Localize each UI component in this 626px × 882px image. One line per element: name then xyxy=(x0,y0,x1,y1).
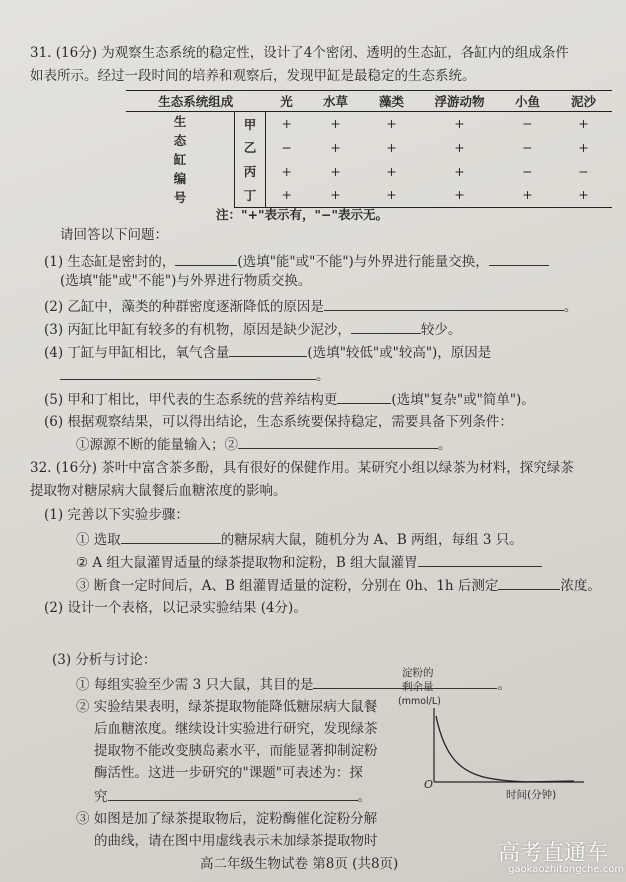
col-plankton: 浮游动物 xyxy=(420,91,500,112)
row-id: 丙 xyxy=(235,159,266,183)
q32-step2: ② A 组大鼠灌胃适量的绿茶提取物和淀粉，B 组大鼠灌胃 xyxy=(76,552,542,572)
row-id: 丁 xyxy=(235,183,266,207)
cell: + xyxy=(386,139,397,155)
answer-blank[interactable] xyxy=(489,251,549,266)
watermark-url: gaokaozhitongche.com xyxy=(508,864,625,875)
q32-line1: 32. (16分) 茶叶中富含茶多酚，具有很好的保健作用。某研究小组以绿茶为材料，探究绿茶 xyxy=(30,460,574,476)
page-footer: 高二年级生物试卷 第8页 (共8页) xyxy=(200,856,399,872)
q32-step-heading: (1) 完善以下实验步骤： xyxy=(44,507,189,523)
graph-ylabel-2: 剩余量 xyxy=(402,681,434,693)
q31-part3: (3) 丙缸比甲缸有较多的有机物，原因是缺少泥沙， 较少。 xyxy=(44,319,461,339)
row-id: 乙 xyxy=(235,136,266,160)
cell: + xyxy=(364,183,420,207)
graph-origin: O xyxy=(424,778,434,791)
col-sand: 泥沙 xyxy=(556,91,612,112)
cell: + xyxy=(266,183,308,207)
graph-ylabel-3: (mmol/L) xyxy=(398,696,441,707)
table-header-row xyxy=(126,91,612,112)
cell: − xyxy=(522,139,533,155)
cell: + xyxy=(454,116,465,132)
starch-decay-graph xyxy=(398,664,598,804)
graph-ylabel-1: 淀粉的 xyxy=(402,667,434,679)
header-label: 生态系统组成 xyxy=(126,91,266,112)
q32-part3: (3) 分析与讨论： xyxy=(52,652,157,668)
answer-blank[interactable] xyxy=(175,251,237,266)
answer-blank[interactable] xyxy=(121,529,221,544)
cell: + xyxy=(281,163,292,179)
cell: + xyxy=(420,183,500,207)
col-waterweed: 水草 xyxy=(308,91,364,112)
cell: + xyxy=(281,116,292,132)
q32-part3-b1: ② 实验结果表明，绿茶提取物能降低糖尿病大鼠餐 xyxy=(76,699,378,715)
q31-part1: (1) 生态缸是密封的， (选填"能"或"不能")与外界进行能量交换， xyxy=(44,251,549,271)
cell: + xyxy=(556,183,612,207)
answer-blank[interactable] xyxy=(108,786,358,801)
q32-part3-b4: 酶活性。这进一步研究的"课题"可表述为：探 xyxy=(94,765,363,781)
q32-part3-b5: 究 。 xyxy=(94,786,371,806)
answer-blank[interactable] xyxy=(60,365,316,380)
answer-blank[interactable] xyxy=(418,552,542,567)
row-group-label: 生 态 缸 编 号 xyxy=(173,114,187,205)
table-row xyxy=(126,112,612,136)
graph-xlabel: 时间(分钟) xyxy=(506,789,557,801)
decay-curve xyxy=(436,716,574,782)
q31-part6: (6) 根据观察结果，可以得出结论，生态系统要保持稳定，需要具备下列条件： xyxy=(44,414,513,430)
q32-part2: (2) 设计一个表格，以记录实验结果 (4分)。 xyxy=(44,600,307,616)
q32-part3-b2: 后血糖浓度。继续设计实验进行研究，发现绿茶 xyxy=(94,721,378,737)
cell: + xyxy=(330,139,341,155)
answer-blank[interactable] xyxy=(229,342,307,357)
watermark-logo-text: 高考直通车 xyxy=(498,841,609,866)
answer-blank[interactable] xyxy=(324,296,564,311)
q31-line2: 如表所示。经过一段时间的培养和观察后，发现甲缸是最稳定的生态系统。 xyxy=(30,68,476,84)
cell: − xyxy=(522,163,533,179)
col-algae: 藻类 xyxy=(364,91,420,112)
q31-part2: (2) 乙缸中，藻类的种群密度逐渐降低的原因是 。 xyxy=(44,296,577,316)
cell: + xyxy=(578,116,589,132)
cell: + xyxy=(330,163,341,179)
ecosystem-table xyxy=(126,90,612,208)
q32-part3-b3: 提取物不能改变胰岛素水平，而能显著抑制淀粉 xyxy=(94,743,378,759)
col-light: 光 xyxy=(266,91,308,112)
cell: + xyxy=(454,163,465,179)
cell: − xyxy=(281,139,292,155)
q32-step1: ① 选取 的糖尿病大鼠，随机分为 A、B 两组，每组 3 只。 xyxy=(76,529,523,549)
cell: − xyxy=(522,116,533,132)
q31-part1-cont: (选填"能"或"不能")与外界进行物质交换。 xyxy=(60,273,312,289)
answer-blank[interactable] xyxy=(337,389,391,404)
col-fish: 小鱼 xyxy=(500,91,556,112)
cell: + xyxy=(386,163,397,179)
cell: − xyxy=(578,163,589,179)
q31-part4-blank: 。 xyxy=(60,365,330,385)
q32-line2: 提取物对糖尿病大鼠餐后血糖浓度的影响。 xyxy=(30,483,287,499)
cell: + xyxy=(454,139,465,155)
answer-blank[interactable] xyxy=(498,575,560,590)
cell: + xyxy=(386,116,397,132)
q32-part3-c2: 的曲线，请在图中用虚线表示未加绿茶提取物时 xyxy=(94,833,378,849)
cell: + xyxy=(500,183,556,207)
q31-part6-cont: ①源源不断的能量输入；② 。 xyxy=(76,434,452,454)
q31-line1: 31. (16分) 为观察生态系统的稳定性，设计了4个密闭、透明的生态缸，各缸内的组成条件 xyxy=(30,45,569,61)
cell: + xyxy=(330,116,341,132)
q32-part3-c1: ③ 如图是加了绿茶提取物后，淀粉酶催化淀粉分解 xyxy=(76,811,378,827)
q31-part5: (5) 甲和丁相比，甲代表的生态系统的营养结构更 (选填"复杂"或"简单")。 xyxy=(44,389,535,409)
row-id: 甲 xyxy=(235,112,266,136)
table-note: 注："+"表示有，"−"表示无。 xyxy=(216,207,388,222)
q32-step3: ③ 断食一定时间后，A、B 组灌胃适量的淀粉，分别在 0h、1h 后测定 浓度。 xyxy=(76,575,601,595)
answer-blank[interactable] xyxy=(351,319,421,334)
cell: + xyxy=(578,139,589,155)
answer-blank[interactable] xyxy=(238,434,438,449)
q32-part3-a: ① 每组实验至少需 3 只大鼠，其目的是 。 xyxy=(76,674,511,694)
cell: + xyxy=(308,183,364,207)
q31-prompt: 请回答以下问题： xyxy=(60,227,168,243)
q31-part4: (4) 丁缸与甲缸相比，氧气含量 (选填"较低"或"较高")，原因是 xyxy=(44,342,491,362)
